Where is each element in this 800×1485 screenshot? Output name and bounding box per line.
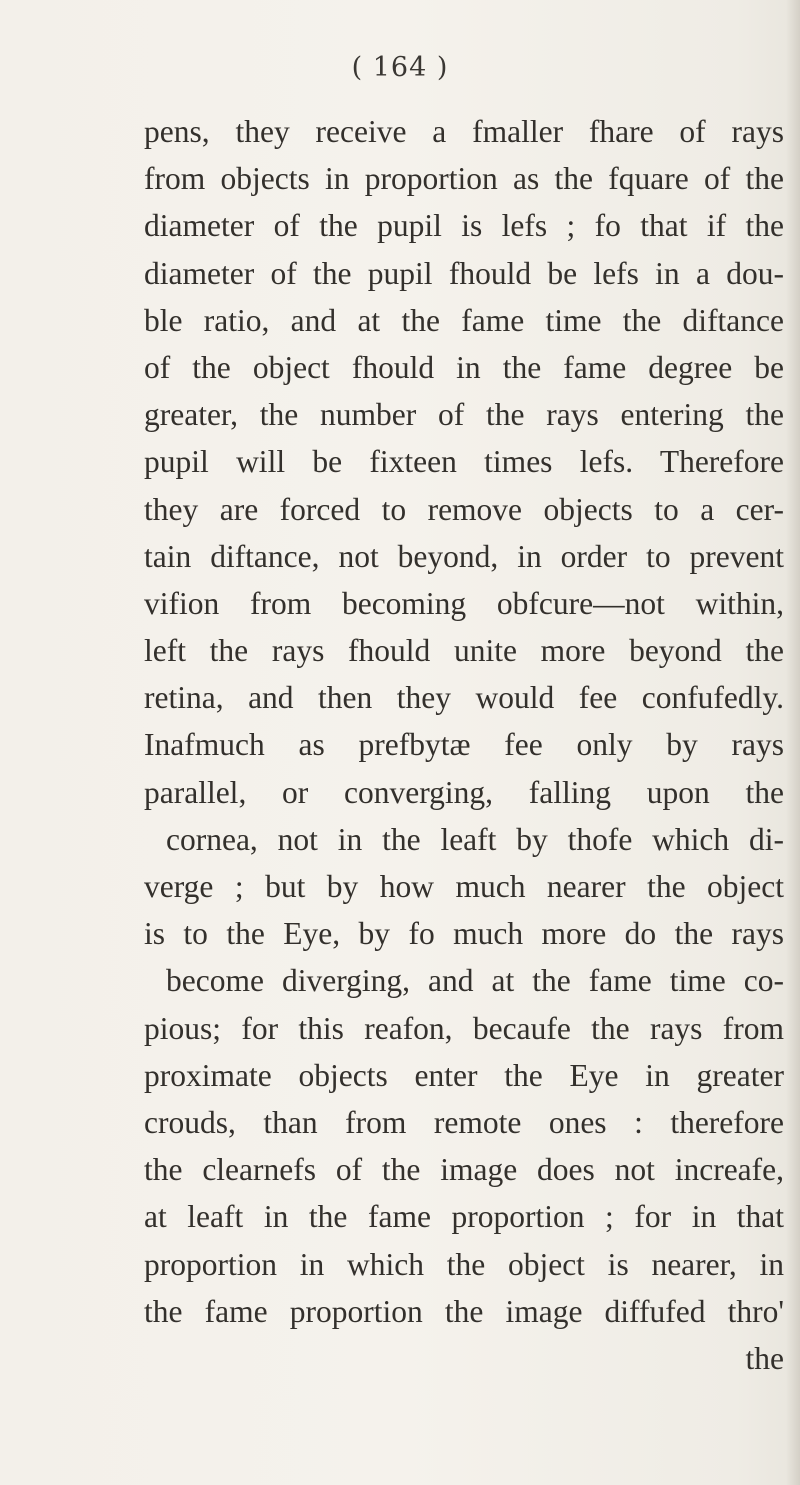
text-line: tain diftance, not beyond, in order to prevent (144, 538, 784, 574)
text-line: diameter of the pupil is lefs ; fo that if the (144, 208, 784, 244)
text-line: ble ratio, and at the fame time the diftance (144, 302, 784, 338)
page-edge-shadow (786, 0, 800, 1485)
text-line: become diverging, and at the fame time co- (166, 963, 784, 999)
text-line: vifion from becoming obfcure—not within, (144, 585, 784, 621)
text-line: the clearnefs of the image does not increafe, (144, 1152, 784, 1188)
text-line: left the rays fhould unite more beyond the (144, 633, 784, 669)
text-line: verge ; but by how much nearer the object (144, 869, 784, 904)
body-text (144, 108, 784, 1382)
text-line: Inafmuch as prefbytæ fee only by rays (144, 727, 784, 763)
text-line: proximate objects enter the Eye in greater (144, 1057, 784, 1093)
text-line: retina, and then they would fee confufedly. (144, 680, 784, 716)
text-line: of the object fhould in the fame degree be (144, 349, 784, 385)
catchword: the (745, 1340, 784, 1376)
text-line: greater, the number of the rays entering the (144, 397, 784, 433)
text-line: proportion in which the object is nearer, in (144, 1246, 784, 1282)
text-line: pupil will be fixteen times lefs. Therefore (144, 444, 784, 480)
page-number: ( 164 ) (351, 52, 449, 83)
text-line: parallel, or converging, falling upon the (144, 774, 784, 810)
text-line: the fame proportion the image diffufed thro' (144, 1293, 784, 1329)
text-line: cornea, not in the leaft by thofe which di- (166, 821, 784, 857)
text-line: at leaft in the fame proportion ; for in that (144, 1199, 784, 1235)
text-line: diameter of the pupil fhould be lefs in a dou- (144, 255, 784, 291)
text-line: pious; for this reafon, becaufe the rays from (144, 1010, 784, 1046)
text-line: crouds, than from remote ones : therefore (144, 1104, 784, 1140)
text-line: is to the Eye, by fo much more do the rays (144, 916, 784, 952)
text-line: pens, they receive a fmaller fhare of rays (144, 114, 784, 149)
text-line: they are forced to remove objects to a cer- (144, 491, 784, 527)
text-line: from objects in proportion as the fquare of the (144, 161, 784, 197)
